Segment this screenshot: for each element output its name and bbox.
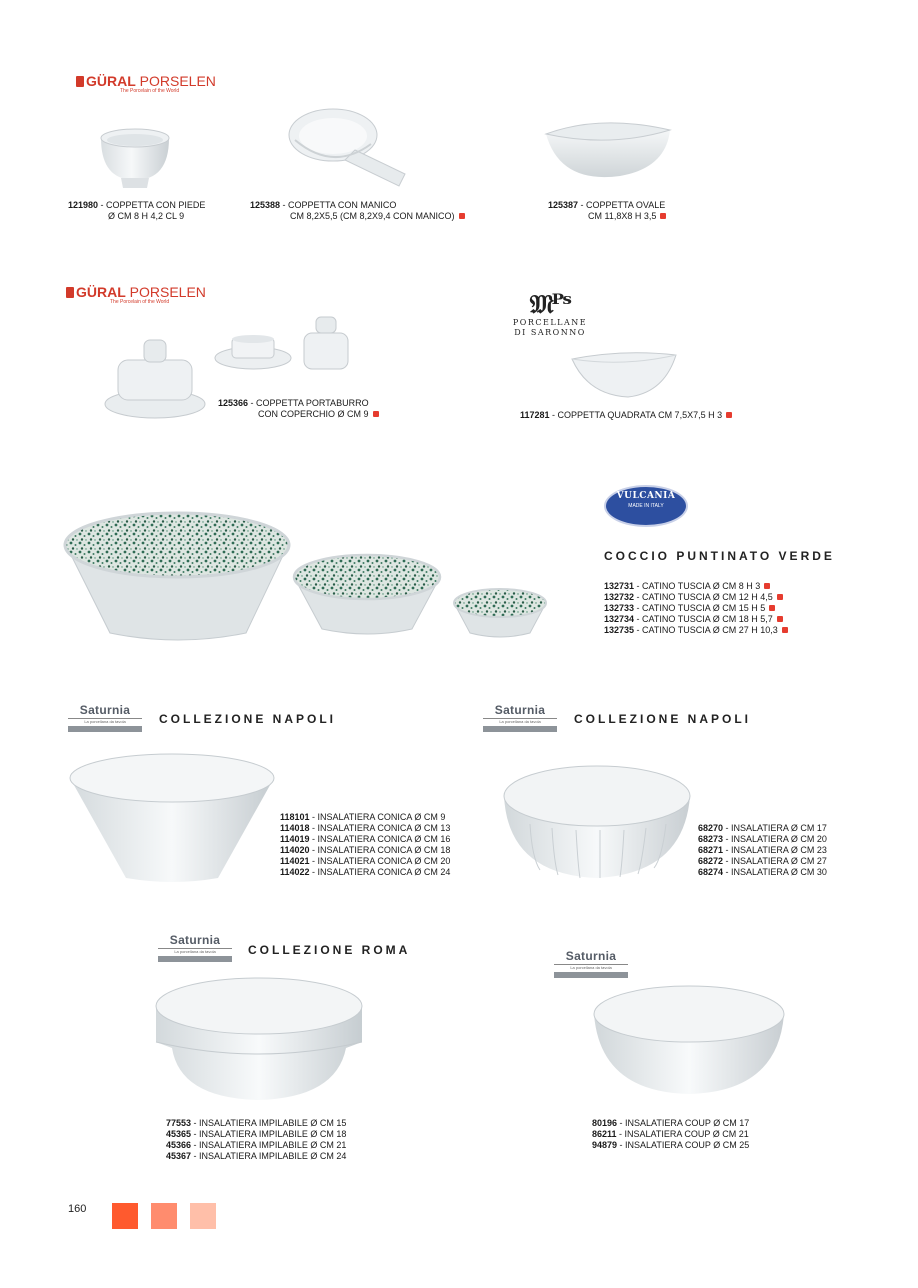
product-117281: 117281 - COPPETTA QUADRATA CM 7,5X7,5 H 3 — [520, 410, 732, 421]
list-item: 132735 - CATINO TUSCIA Ø CM 27 H 10,3 — [604, 625, 788, 636]
color-swatch-1 — [112, 1203, 138, 1229]
saturnia-logo: Saturnia La porcellana da tavola — [68, 703, 142, 732]
list-item: 114018 - INSALATIERA CONICA Ø CM 13 — [280, 823, 451, 833]
section-title-roma: COLLEZIONE ROMA — [248, 943, 411, 957]
gural-logo: GÜRAL PORSELEN The Porcelain of the World — [76, 73, 216, 94]
coccio-list — [604, 581, 788, 636]
saturnia-logo: Saturnia La porcellana da tavola — [483, 703, 557, 732]
list-item: 114021 - INSALATIERA CONICA Ø CM 20 — [280, 856, 451, 866]
saronno-mark-icon: 𝔐ᴾˢ — [529, 290, 571, 320]
list-item: 94879 - INSALATIERA COUP Ø CM 25 — [592, 1140, 750, 1150]
list-item: 114020 - INSALATIERA CONICA Ø CM 18 — [280, 845, 451, 855]
availability-dot — [726, 412, 732, 418]
availability-dot — [459, 213, 465, 219]
list-item: 68273 - INSALATIERA Ø CM 20 — [698, 834, 827, 844]
availability-dot — [769, 605, 775, 611]
list-item: 45365 - INSALATIERA IMPILABILE Ø CM 18 — [166, 1129, 347, 1139]
availability-dot — [777, 616, 783, 622]
saturnia-bar — [68, 726, 142, 732]
list-item: 132733 - CATINO TUSCIA Ø CM 15 H 5 — [604, 603, 788, 614]
gural-mark-icon — [76, 76, 84, 87]
list-item: 45366 - INSALATIERA IMPILABILE Ø CM 21 — [166, 1140, 347, 1150]
speckled-bowls-image — [60, 505, 560, 650]
list-item: 77553 - INSALATIERA IMPILABILE Ø CM 15 — [166, 1118, 347, 1128]
availability-dot — [782, 627, 788, 633]
product-121980: 121980 - COPPETTA CON PIEDE Ø CM 8 H 4,2 CL 9 — [68, 200, 206, 221]
saturnia-logo: Saturnia La porcellana da tavola — [554, 949, 628, 978]
list-item: 68272 - INSALATIERA Ø CM 27 — [698, 856, 827, 866]
vulcania-logo: VULCANIA MADE IN ITALY — [604, 485, 688, 527]
list-item: 132734 - CATINO TUSCIA Ø CM 18 H 5,7 — [604, 614, 788, 625]
list-item: 132732 - CATINO TUSCIA Ø CM 12 H 4,5 — [604, 592, 788, 603]
saturnia-bar — [483, 726, 557, 732]
list-item: 118101 - INSALATIERA CONICA Ø CM 9 — [280, 812, 446, 822]
availability-dot — [777, 594, 783, 600]
butter-lid-image — [300, 315, 352, 373]
list-item: 114022 - INSALATIERA CONICA Ø CM 24 — [280, 867, 451, 877]
coup-bowl-image — [590, 980, 788, 1098]
section-title-coccio: COCCIO PUNTINATO VERDE — [604, 549, 835, 563]
saturnia-bar — [554, 972, 628, 978]
list-item: 45367 - INSALATIERA IMPILABILE Ø CM 24 — [166, 1151, 347, 1161]
page-number: 160 — [68, 1203, 87, 1215]
color-swatch-3 — [190, 1203, 216, 1229]
stackable-bowl-image — [150, 970, 368, 1108]
list-item: 86211 - INSALATIERA COUP Ø CM 21 — [592, 1129, 749, 1139]
availability-dot — [660, 213, 666, 219]
napoli-left-list — [280, 812, 450, 878]
handled-bowl-image — [285, 100, 415, 190]
saronno-logo: 𝔐ᴾˢ PORCELLANE DI SARONNO — [505, 292, 595, 338]
coup-list — [592, 1118, 749, 1151]
saturnia-bar — [158, 956, 232, 962]
list-item: 80196 - INSALATIERA COUP Ø CM 17 — [592, 1118, 750, 1128]
fluted-bowl-image — [500, 762, 694, 884]
butter-dish-image — [100, 330, 210, 425]
square-bowl-image — [568, 345, 680, 400]
product-125388: 125388 - COPPETTA CON MANICO CM 8,2X5,5 (CM 8,2X9,4 CON MANICO) — [250, 200, 465, 222]
product-125366: 125366 - COPPETTA PORTABURRO CON COPERCHIO Ø CM 9 — [218, 398, 379, 420]
gural-mark-icon — [66, 287, 74, 298]
list-item: 114019 - INSALATIERA CONICA Ø CM 16 — [280, 834, 451, 844]
section-title-napoli-right: COLLEZIONE NAPOLI — [574, 712, 751, 726]
list-item: 68271 - INSALATIERA Ø CM 23 — [698, 845, 827, 855]
conic-bowl-image — [68, 750, 276, 885]
availability-dot — [373, 411, 379, 417]
saturnia-logo: Saturnia La porcellana da tavola — [158, 933, 232, 962]
list-item: 68274 - INSALATIERA Ø CM 30 — [698, 867, 827, 877]
availability-dot — [764, 583, 770, 589]
gural-logo: GÜRAL PORSELEN The Porcelain of the World — [66, 284, 206, 305]
list-item: 132731 - CATINO TUSCIA Ø CM 8 H 3 — [604, 581, 788, 592]
product-125387: 125387 - COPPETTA OVALE CM 11,8X8 H 3,5 — [548, 200, 666, 221]
color-swatch-2 — [151, 1203, 177, 1229]
roma-list — [166, 1118, 346, 1162]
small-cup-image — [212, 330, 294, 375]
section-title-napoli-left: COLLEZIONE NAPOLI — [159, 712, 336, 726]
list-item: 68270 - INSALATIERA Ø CM 17 — [698, 823, 827, 833]
napoli-right-list — [698, 823, 827, 878]
oval-bowl-image — [540, 118, 675, 188]
footed-bowl-image — [95, 120, 175, 192]
